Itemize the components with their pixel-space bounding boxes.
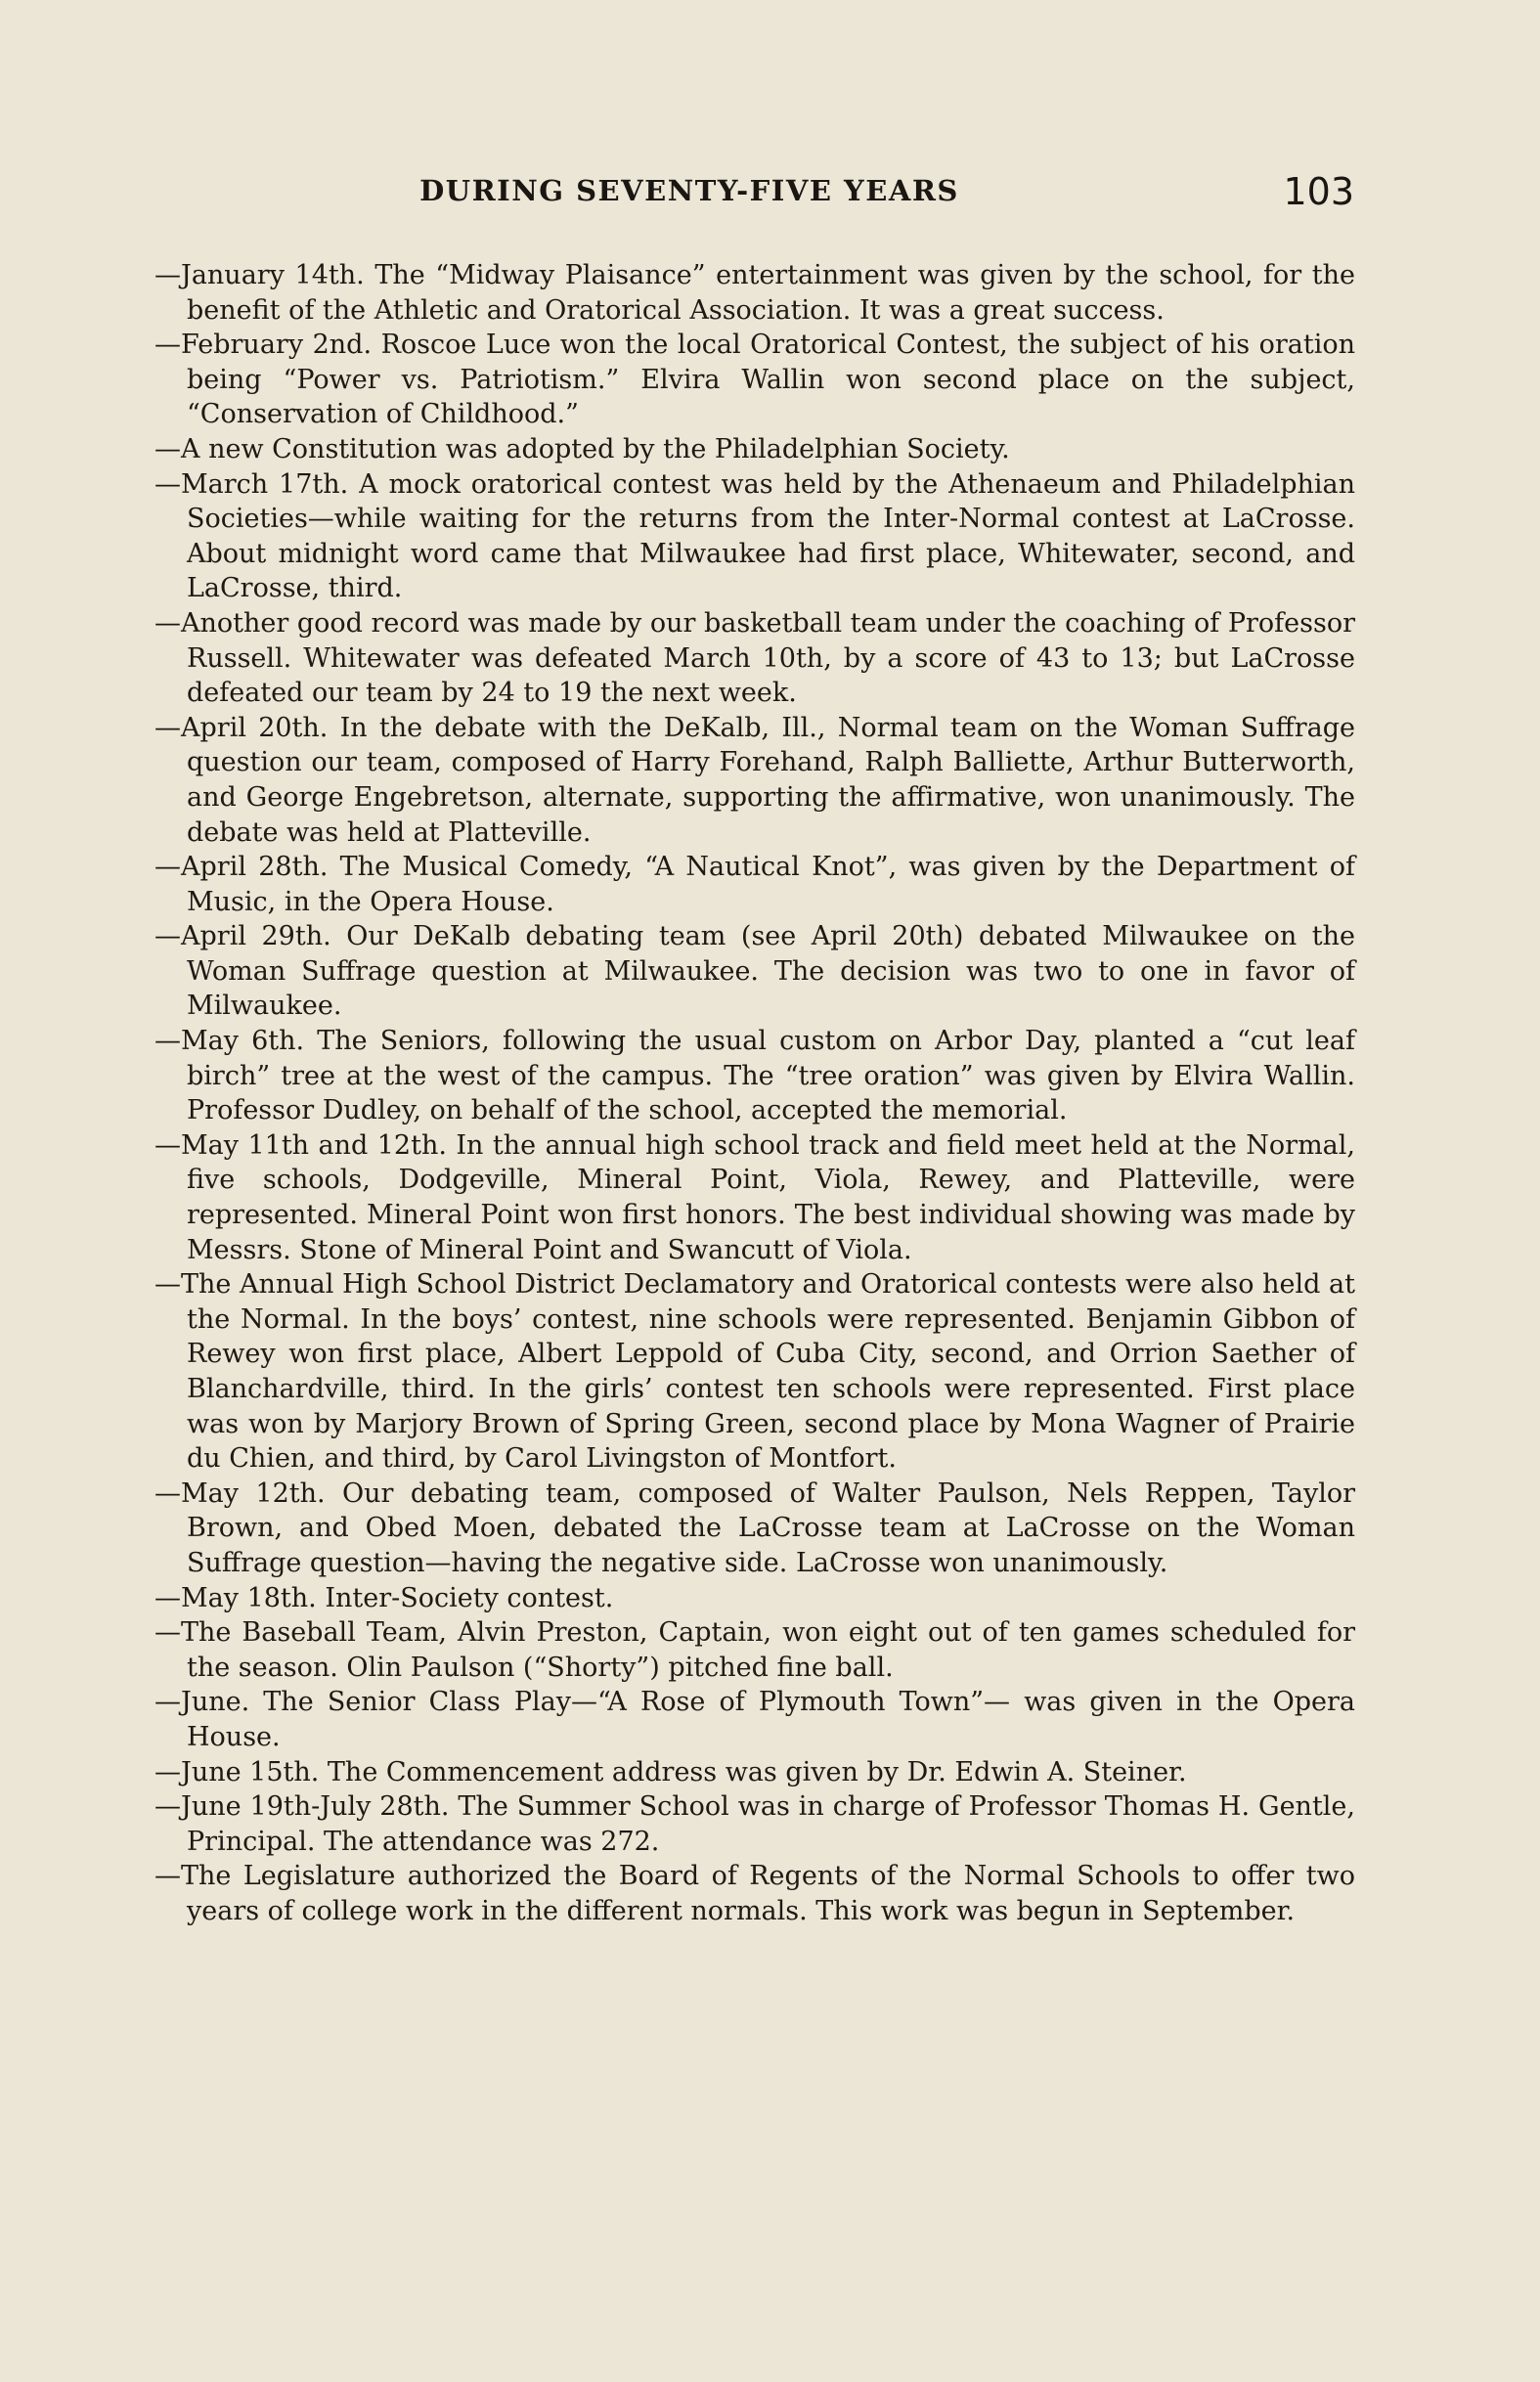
entry-may-18: —May 18th. Inter-Society contest. [154, 1582, 614, 1613]
entry-may-11-12: —May 11th and 12th. In the annual high school track and field meet held at the Normal, five schools, Dodgeville, Mineral Point, Viola, Rewey, and Platteville, were represented. Mineral Point won first honors. The best individual showing was made by Messrs. Stone of Mineral Point and Swancutt of Viola. [154, 1129, 1355, 1265]
entry-summer-school: —June 19th-July 28th. The Summer School was in charge of Professor Thomas H. Gentle, Principal. The attendance was 272. [154, 1791, 1355, 1857]
page-number: 103 [1283, 170, 1354, 213]
entry-april-29: —April 29th. Our DeKalb debating team (see April 20th) debated Milwaukee on the Woman Suffrage question at Milwaukee. The decision was two to one in favor of Milwaukee. [154, 921, 1355, 1022]
chronicle-entries [154, 258, 1355, 1929]
entry-legislature: —The Legislature authorized the Board of Regents of the Normal Schools to offer two years of college work in the different normals. This work was begun in September. [154, 1861, 1355, 1926]
entry-june-15: —June 15th. The Commencement address was given by Dr. Edwin A. Steiner. [154, 1756, 1187, 1787]
entry-basketball: —Another good record was made by our basketball team under the coaching of Professor Russell. Whitewater was defeated March 10th, by a score of 43 to 13; but LaCrosse defeated our team by 24 to 19 the next week. [154, 607, 1355, 709]
entry-january-14: —January 14th. The “Midway Plaisance” entertainment was given by the school, for the benefit of the Athletic and Oratorical Association. It was a great success. [154, 260, 1355, 326]
entry-april-28: —April 28th. The Musical Comedy, “A Nautical Knot”, was given by the Department of Music, in the Opera House. [154, 852, 1355, 917]
entry-may-6: —May 6th. The Seniors, following the usual custom on Arbor Day, planted a “cut leaf birch” tree at the west of the campus. The “tree oration” was given by Elvira Wallin. Professor Dudley, on behalf of the school, accepted the memorial. [154, 1026, 1355, 1126]
entry-declamatory-contests: —The Annual High School District Declamatory and Oratorical contests were also held at the Normal. In the boys’ contest, nine schools were represented. Benjamin Gibbon of Rewey won first place, Albert Leppold of Cuba City, second, and Orrion Saether of Blanchardville, third. In the girls’ contest ten schools were represented. First place was won by Marjory Brown of Spring Green, second place by Mona Wagner of Prairie du Chien, and third, by Carol Livingston of Montfort. [154, 1269, 1355, 1475]
entry-new-constitution: —A new Constitution was adopted by the Philadelphian Society. [154, 433, 1010, 464]
entry-march-17: —March 17th. A mock oratorical contest was held by the Athenaeum and Philadelphian Societies—while waiting for the returns from the Inter-Normal contest at LaCrosse. About midnight word came that Milwaukee had first place, Whitewater, second, and LaCrosse, third. [154, 468, 1355, 604]
page-header [166, 170, 1354, 219]
entry-february-2: —February 2nd. Roscoe Luce won the local Oratorical Contest, the subject of his oration being “Power vs. Patriotism.” Elvira Wallin won second place on the subject, “Conservation of Childhood.” [154, 330, 1355, 430]
entry-april-20: —April 20th. In the debate with the DeKalb, Ill., Normal team on the Woman Suffrage question our team, composed of Harry Forehand, Ralph Balliette, Arthur Butterworth, and George Engebretson, alternate, supporting the affirmative, won unanimously. The debate was held at Platteville. [154, 712, 1355, 848]
entry-baseball: —The Baseball Team, Alvin Preston, Captain, won eight out of ten games scheduled for the season. Olin Paulson (“Shorty”) pitched fine ball. [154, 1617, 1355, 1683]
entry-may-12: —May 12th. Our debating team, composed of Walter Paulson, Nels Reppen, Taylor Brown, and Obed Moen, debated the LaCrosse team at LaCrosse on the Woman Suffrage question—having the negative side. LaCrosse won unanimously. [154, 1478, 1355, 1578]
entry-june-senior-play: —June. The Senior Class Play—“A Rose of Plymouth Town”— was given in the Opera House. [154, 1687, 1355, 1752]
running-head-title: DURING SEVENTY-FIVE YEARS [419, 174, 959, 207]
